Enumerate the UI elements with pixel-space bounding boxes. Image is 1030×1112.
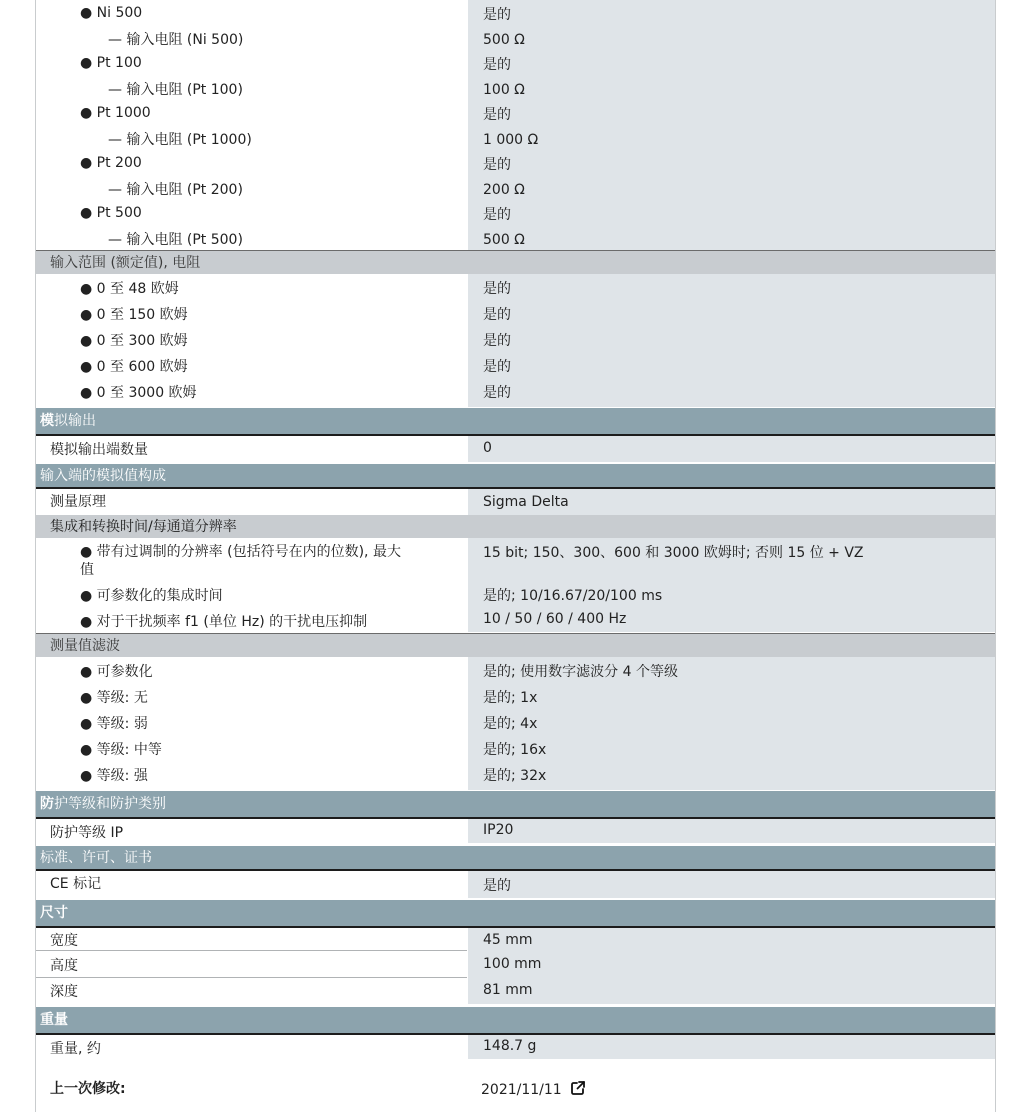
row-value: 10 / 50 / 60 / 400 Hz [483, 611, 627, 627]
row-label: 测量原理 [50, 494, 106, 510]
row-label: ● 0 至 300 欧姆 [80, 333, 188, 349]
row-label: ● Pt 500 [80, 205, 142, 221]
row-value: 是的 [483, 333, 511, 349]
section-header-standards [36, 846, 995, 869]
row-value: 是的; 32x [483, 768, 547, 784]
last-modified-date: 2021/11/11 [481, 1082, 562, 1098]
dimensions-rows [36, 928, 995, 1004]
section-header-weight [36, 1007, 995, 1035]
row-value: 是的 [483, 107, 511, 123]
row-label: — 输入电阻 (Pt 100) [108, 82, 243, 98]
subsection-header-input-range [36, 250, 995, 274]
last-modified-label: 上一次修改: [50, 1081, 126, 1097]
row-value: 是的; 10/16.67/20/100 ms [483, 588, 663, 604]
row-label: ● 等级: 中等 [80, 742, 162, 758]
row-value: 45 mm [483, 932, 533, 948]
input-range-rows [36, 274, 995, 407]
section-header-analog-output [36, 408, 995, 436]
row-label: ● 0 至 3000 欧姆 [80, 385, 197, 401]
subsection-title: 输入范围 (额定值), 电阻 [50, 255, 201, 271]
subsection-title: 测量值滤波 [50, 638, 120, 654]
section-title: 模拟输出 [40, 413, 96, 429]
value-column [468, 871, 995, 898]
measurement-principle-row [36, 487, 995, 515]
row-value: 100 mm [483, 956, 542, 972]
row-label: ● 0 至 150 欧姆 [80, 307, 188, 323]
row-value: 0 [483, 440, 492, 456]
subsection-title: 集成和转换时间/每通道分辨率 [50, 519, 237, 535]
row-label: ● 0 至 48 欧姆 [80, 281, 179, 297]
last-modified-value [481, 1080, 586, 1101]
row-label: ● Pt 200 [80, 155, 142, 171]
row-label: ● 带有过调制的分辨率 (包括符号在内的位数), 最大 [80, 544, 401, 560]
row-label-continued: 值 [80, 562, 94, 578]
filtering-rows [36, 657, 995, 790]
row-value: 200 Ω [483, 182, 525, 198]
row-value: 是的; 16x [483, 742, 547, 758]
row-label: 高度 [50, 958, 78, 974]
section-header-dimensions [36, 900, 995, 928]
weight-row [36, 1035, 995, 1059]
row-label: 宽度 [50, 933, 78, 949]
integration-rows [36, 538, 995, 632]
row-label: ● 对于干扰频率 f1 (单位 Hz) 的干扰电压抑制 [80, 614, 368, 630]
row-value: 是的 [483, 157, 511, 173]
row-label: ● 可参数化 [80, 664, 153, 680]
section-title: 标准、许可、证书 [40, 850, 152, 866]
row-value: 15 bit; 150、300、600 和 3000 欧姆时; 否则 15 位 + VZ [483, 545, 864, 561]
row-label: ● Pt 100 [80, 55, 142, 71]
analog-output-row [36, 436, 995, 462]
row-value: 是的; 4x [483, 716, 538, 732]
row-label: ● 等级: 无 [80, 690, 148, 706]
row-value: 是的 [483, 7, 511, 23]
row-label: ● 等级: 弱 [80, 716, 148, 732]
row-value: 是的 [483, 878, 511, 894]
protection-row [36, 819, 995, 843]
row-label: 深度 [50, 984, 78, 1000]
rtd-section [36, 0, 995, 250]
row-value: 是的 [483, 207, 511, 223]
row-value: Sigma Delta [483, 494, 569, 510]
row-value: 是的 [483, 57, 511, 73]
row-label: 防护等级 IP [50, 825, 124, 841]
section-header-analog-formation [36, 464, 995, 487]
row-label: — 输入电阻 (Pt 200) [108, 182, 243, 198]
value-column [468, 0, 995, 250]
row-value: 1 000 Ω [483, 132, 539, 148]
section-title: 防护等级和防护类别 [40, 796, 166, 812]
row-value: 500 Ω [483, 32, 525, 48]
section-title: 输入端的模拟值构成 [40, 468, 166, 484]
value-column [468, 436, 995, 462]
value-column [468, 819, 995, 843]
external-link-icon[interactable] [570, 1080, 586, 1101]
row-label: 模拟输出端数量 [50, 442, 148, 458]
datasheet-table [35, 0, 996, 1112]
row-label: — 输入电阻 (Ni 500) [108, 32, 244, 48]
value-column [468, 274, 995, 407]
value-column [468, 928, 995, 1004]
row-label: ● 等级: 强 [80, 768, 148, 784]
row-divider [36, 950, 467, 951]
section-header-protection [36, 791, 995, 819]
row-label: 重量, 约 [50, 1041, 101, 1057]
row-value: 100 Ω [483, 82, 525, 98]
row-value: 500 Ω [483, 232, 525, 248]
row-value: 是的 [483, 359, 511, 375]
section-title: 重量 [40, 1012, 68, 1028]
row-label: — 输入电阻 (Pt 1000) [108, 132, 252, 148]
row-label: ● 可参数化的集成时间 [80, 588, 223, 604]
row-label: ● Ni 500 [80, 5, 143, 21]
row-value: 是的 [483, 307, 511, 323]
value-column [468, 1035, 995, 1059]
row-value: 81 mm [483, 982, 533, 998]
row-value: IP20 [483, 822, 514, 838]
row-value: 148.7 g [483, 1038, 537, 1054]
row-label: — 输入电阻 (Pt 500) [108, 232, 243, 248]
section-title: 尺寸 [40, 905, 68, 921]
subsection-header-filtering [36, 633, 995, 657]
row-label: CE 标记 [50, 876, 102, 892]
ce-mark-row [36, 869, 995, 898]
row-value: 是的 [483, 385, 511, 401]
row-value: 是的 [483, 281, 511, 297]
row-value: 是的; 1x [483, 690, 538, 706]
last-modified-row [36, 1072, 995, 1106]
row-label: ● Pt 1000 [80, 105, 151, 121]
row-value: 是的; 使用数字滤波分 4 个等级 [483, 664, 678, 680]
subsection-header-integration [36, 515, 995, 538]
row-divider [36, 977, 467, 978]
row-label: ● 0 至 600 欧姆 [80, 359, 188, 375]
